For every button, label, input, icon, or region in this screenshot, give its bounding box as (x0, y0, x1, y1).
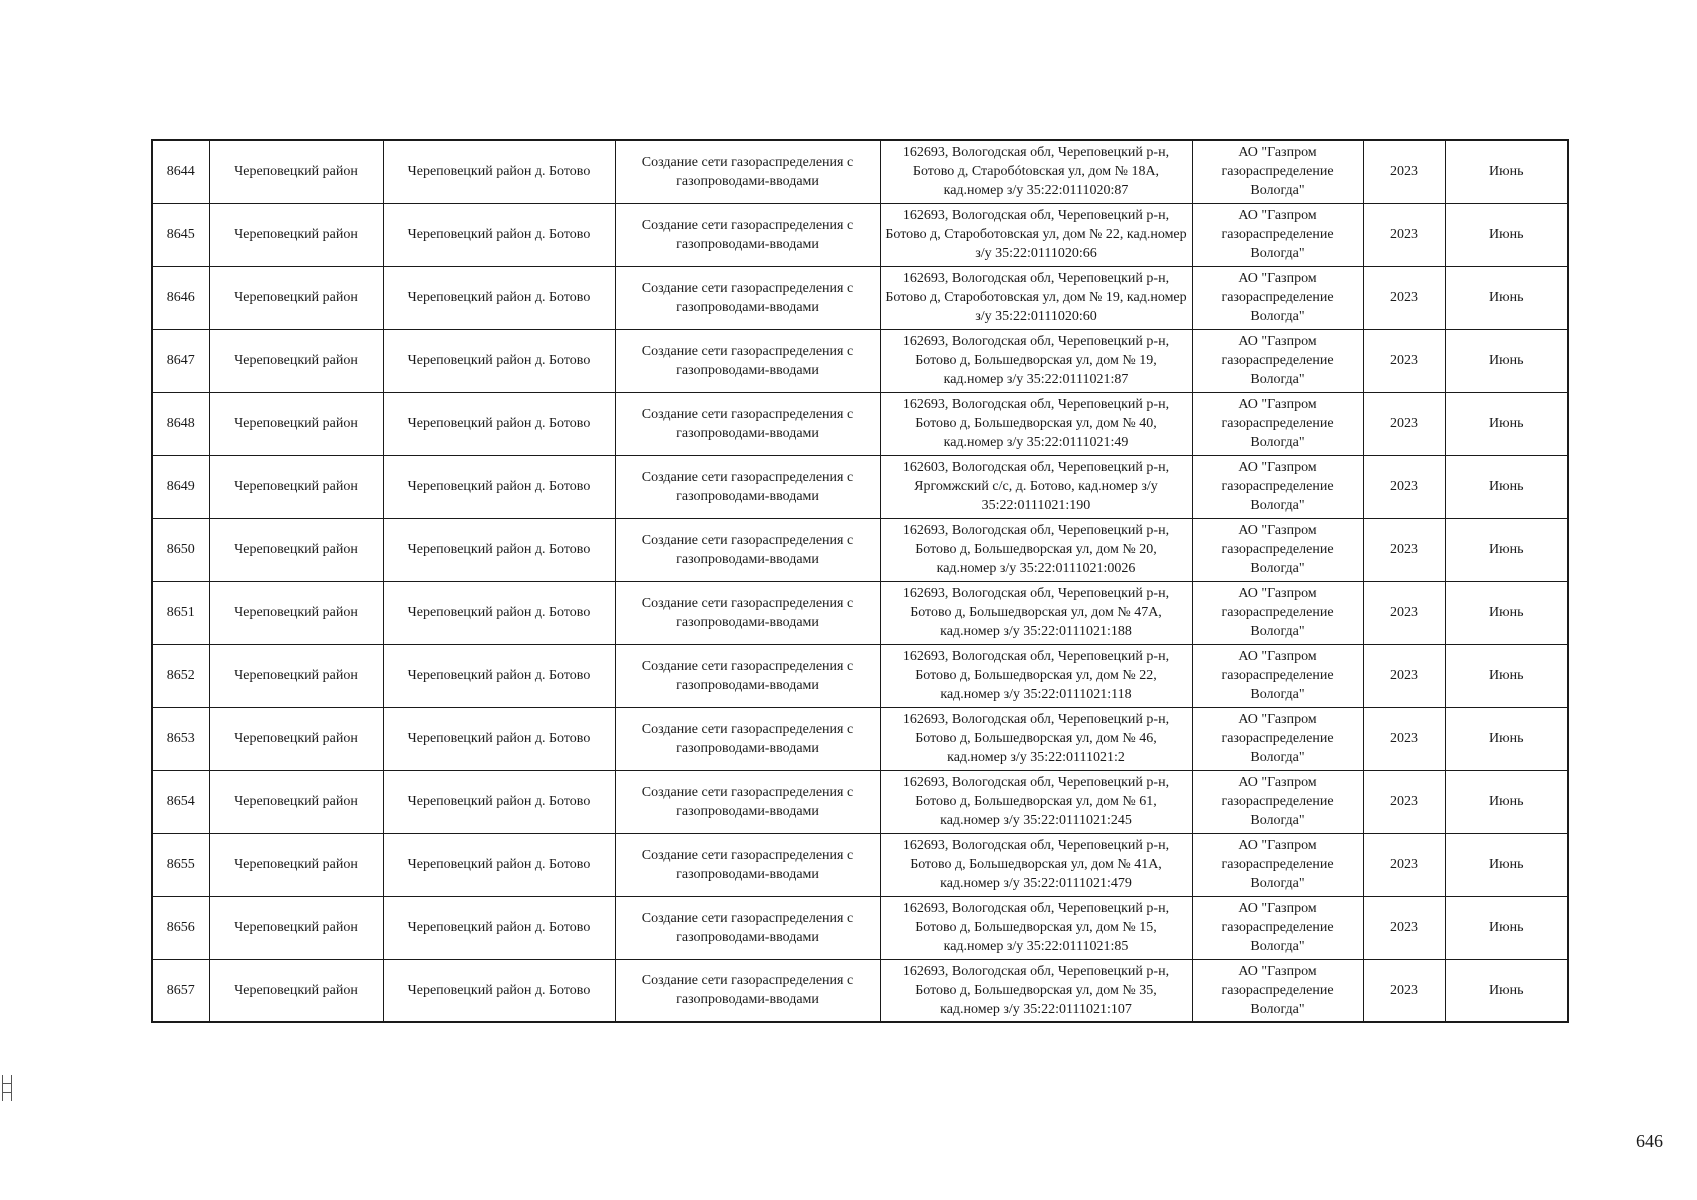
cell-num: 8648 (152, 392, 209, 455)
cell-org: АО "Газпром газораспределение Вологда" (1192, 455, 1363, 518)
cell-num: 8647 (152, 329, 209, 392)
cell-address: 162693, Вологодская обл, Череповецкий р-н, Ботово д, Большедворская ул, дом № 61, кад.номер з/у 35:22:0111021:245 (880, 770, 1192, 833)
cell-address: 162603, Вологодская обл, Череповецкий р-н, Яргомжский с/с, д. Ботово, кад.номер з/у 35:22:0111021:190 (880, 455, 1192, 518)
cell-district: Череповецкий район (209, 329, 383, 392)
cell-org: АО "Газпром газораспределение Вологда" (1192, 266, 1363, 329)
cell-work: Создание сети газораспределения с газопроводами-вводами (615, 644, 880, 707)
cell-district: Череповецкий район (209, 707, 383, 770)
cell-work: Создание сети газораспределения с газопроводами-вводами (615, 581, 880, 644)
cell-work: Создание сети газораспределения с газопроводами-вводами (615, 455, 880, 518)
cell-month: Июнь (1445, 581, 1568, 644)
cell-org: АО "Газпром газораспределение Вологда" (1192, 770, 1363, 833)
table-row (152, 203, 1568, 266)
table-row (152, 581, 1568, 644)
cell-year: 2023 (1363, 140, 1445, 203)
cell-address: 162693, Вологодская обл, Череповецкий р-н, Ботово д, Большедворская ул, дом № 40, кад.номер з/у 35:22:0111021:49 (880, 392, 1192, 455)
cell-work: Создание сети газораспределения с газопроводами-вводами (615, 959, 880, 1022)
cell-num: 8650 (152, 518, 209, 581)
cell-month: Июнь (1445, 833, 1568, 896)
cell-year: 2023 (1363, 644, 1445, 707)
cell-org: АО "Газпром газораспределение Вологда" (1192, 140, 1363, 203)
cell-work: Создание сети газораспределения с газопроводами-вводами (615, 203, 880, 266)
cell-month: Июнь (1445, 518, 1568, 581)
cell-year: 2023 (1363, 959, 1445, 1022)
cell-work: Создание сети газораспределения с газопроводами-вводами (615, 392, 880, 455)
table-row (152, 644, 1568, 707)
scan-margin-mark (2, 1075, 12, 1101)
cell-address: 162693, Вологодская обл, Череповецкий р-н, Ботово д, Большедворская ул, дом № 35, кад.номер з/у 35:22:0111021:107 (880, 959, 1192, 1022)
table-row (152, 266, 1568, 329)
table-row (152, 959, 1568, 1022)
cell-year: 2023 (1363, 392, 1445, 455)
cell-year: 2023 (1363, 329, 1445, 392)
cell-place: Череповецкий район д. Ботово (383, 203, 615, 266)
cell-work: Создание сети газораспределения с газопроводами-вводами (615, 266, 880, 329)
cell-year: 2023 (1363, 581, 1445, 644)
cell-district: Череповецкий район (209, 140, 383, 203)
cell-year: 2023 (1363, 707, 1445, 770)
cell-num: 8652 (152, 644, 209, 707)
cell-year: 2023 (1363, 896, 1445, 959)
cell-num: 8654 (152, 770, 209, 833)
cell-org: АО "Газпром газораспределение Вологда" (1192, 518, 1363, 581)
cell-place: Череповецкий район д. Ботово (383, 959, 615, 1022)
cell-place: Череповецкий район д. Ботово (383, 329, 615, 392)
cell-year: 2023 (1363, 203, 1445, 266)
cell-place: Череповецкий район д. Ботово (383, 833, 615, 896)
cell-org: АО "Газпром газораспределение Вологда" (1192, 707, 1363, 770)
cell-year: 2023 (1363, 518, 1445, 581)
table-row (152, 329, 1568, 392)
cell-place: Череповецкий район д. Ботово (383, 455, 615, 518)
cell-org: АО "Газпром газораспределение Вологда" (1192, 329, 1363, 392)
cell-place: Череповецкий район д. Ботово (383, 644, 615, 707)
cell-org: АО "Газпром газораспределение Вологда" (1192, 896, 1363, 959)
page-number: 646 (1636, 1131, 1663, 1151)
cell-month: Июнь (1445, 392, 1568, 455)
cell-num: 8651 (152, 581, 209, 644)
cell-num: 8656 (152, 896, 209, 959)
cell-year: 2023 (1363, 833, 1445, 896)
cell-place: Череповецкий район д. Ботово (383, 896, 615, 959)
cell-place: Череповецкий район д. Ботово (383, 518, 615, 581)
cell-district: Череповецкий район (209, 455, 383, 518)
cell-month: Июнь (1445, 203, 1568, 266)
cell-month: Июнь (1445, 959, 1568, 1022)
cell-num: 8646 (152, 266, 209, 329)
cell-district: Череповецкий район (209, 266, 383, 329)
cell-address: 162693, Вологодская обл, Череповецкий р-н, Ботово д, Большедворская ул, дом № 22, кад.номер з/у 35:22:0111021:118 (880, 644, 1192, 707)
cell-address: 162693, Вологодская обл, Череповецкий р-н, Ботово д, Большедворская ул, дом № 47А, кад.номер з/у 35:22:0111021:188 (880, 581, 1192, 644)
cell-place: Череповецкий район д. Ботово (383, 581, 615, 644)
cell-month: Июнь (1445, 266, 1568, 329)
cell-district: Череповецкий район (209, 770, 383, 833)
cell-place: Череповецкий район д. Ботово (383, 770, 615, 833)
cell-district: Череповецкий район (209, 392, 383, 455)
cell-year: 2023 (1363, 770, 1445, 833)
table-row (152, 770, 1568, 833)
cell-work: Создание сети газораспределения с газопроводами-вводами (615, 140, 880, 203)
table-row (152, 896, 1568, 959)
cell-org: АО "Газпром газораспределение Вологда" (1192, 644, 1363, 707)
table-row (152, 707, 1568, 770)
cell-org: АО "Газпром газораспределение Вологда" (1192, 959, 1363, 1022)
cell-place: Череповецкий район д. Ботово (383, 707, 615, 770)
cell-num: 8644 (152, 140, 209, 203)
cell-address: 162693, Вологодская обл, Череповецкий р-н, Ботово д, Большедворская ул, дом № 15, кад.номер з/у 35:22:0111021:85 (880, 896, 1192, 959)
cell-num: 8655 (152, 833, 209, 896)
cell-month: Июнь (1445, 770, 1568, 833)
cell-work: Создание сети газораспределения с газопроводами-вводами (615, 896, 880, 959)
cell-num: 8653 (152, 707, 209, 770)
cell-org: АО "Газпром газораспределение Вологда" (1192, 833, 1363, 896)
cell-address: 162693, Вологодская обл, Череповецкий р-н, Ботово д, Большедворская ул, дом № 41А, кад.номер з/у 35:22:0111021:479 (880, 833, 1192, 896)
cell-district: Череповецкий район (209, 959, 383, 1022)
cell-district: Череповецкий район (209, 581, 383, 644)
cell-org: АО "Газпром газораспределение Вологда" (1192, 581, 1363, 644)
cell-org: АО "Газпром газораспределение Вологда" (1192, 203, 1363, 266)
cell-work: Создание сети газораспределения с газопроводами-вводами (615, 329, 880, 392)
table-row (152, 455, 1568, 518)
gas-network-table (151, 139, 1569, 1023)
cell-year: 2023 (1363, 266, 1445, 329)
table-row (152, 392, 1568, 455)
cell-address: 162693, Вологодская обл, Череповецкий р-н, Ботово д, Большедворская ул, дом № 19, кад.номер з/у 35:22:0111021:87 (880, 329, 1192, 392)
cell-num: 8657 (152, 959, 209, 1022)
cell-month: Июнь (1445, 707, 1568, 770)
cell-place: Череповецкий район д. Ботово (383, 140, 615, 203)
cell-district: Череповецкий район (209, 518, 383, 581)
cell-district: Череповецкий район (209, 203, 383, 266)
cell-work: Создание сети газораспределения с газопроводами-вводами (615, 770, 880, 833)
cell-org: АО "Газпром газораспределение Вологда" (1192, 392, 1363, 455)
cell-year: 2023 (1363, 455, 1445, 518)
table-row (152, 140, 1568, 203)
cell-month: Июнь (1445, 455, 1568, 518)
table-body (152, 140, 1568, 1022)
cell-month: Июнь (1445, 329, 1568, 392)
table-row (152, 833, 1568, 896)
cell-district: Череповецкий район (209, 644, 383, 707)
cell-num: 8649 (152, 455, 209, 518)
table-row (152, 518, 1568, 581)
cell-address: 162693, Вологодская обл, Череповецкий р-н, Ботово д, Большедворская ул, дом № 20, кад.номер з/у 35:22:0111021:0026 (880, 518, 1192, 581)
cell-address: 162693, Вологодская обл, Череповецкий р-н, Ботово д, Старобoтовская ул, дом № 19, кад.номер з/у 35:22:0111020:60 (880, 266, 1192, 329)
cell-district: Череповецкий район (209, 896, 383, 959)
cell-month: Июнь (1445, 140, 1568, 203)
cell-place: Череповецкий район д. Ботово (383, 266, 615, 329)
cell-address: 162693, Вологодская обл, Череповецкий р-н, Ботово д, Большедворская ул, дом № 46, кад.номер з/у 35:22:0111021:2 (880, 707, 1192, 770)
cell-address: 162693, Вологодская обл, Череповецкий р-н, Ботово д, Старобoтовская ул, дом № 22, кад.номер з/у 35:22:0111020:66 (880, 203, 1192, 266)
cell-work: Создание сети газораспределения с газопроводами-вводами (615, 833, 880, 896)
cell-district: Череповецкий район (209, 833, 383, 896)
cell-work: Создание сети газораспределения с газопроводами-вводами (615, 518, 880, 581)
cell-work: Создание сети газораспределения с газопроводами-вводами (615, 707, 880, 770)
cell-month: Июнь (1445, 644, 1568, 707)
cell-month: Июнь (1445, 896, 1568, 959)
cell-address: 162693, Вологодская обл, Череповецкий р-н, Ботово д, Старобótовская ул, дом № 18А, кад.номер з/у 35:22:0111020:87 (880, 140, 1192, 203)
cell-num: 8645 (152, 203, 209, 266)
cell-place: Череповецкий район д. Ботово (383, 392, 615, 455)
